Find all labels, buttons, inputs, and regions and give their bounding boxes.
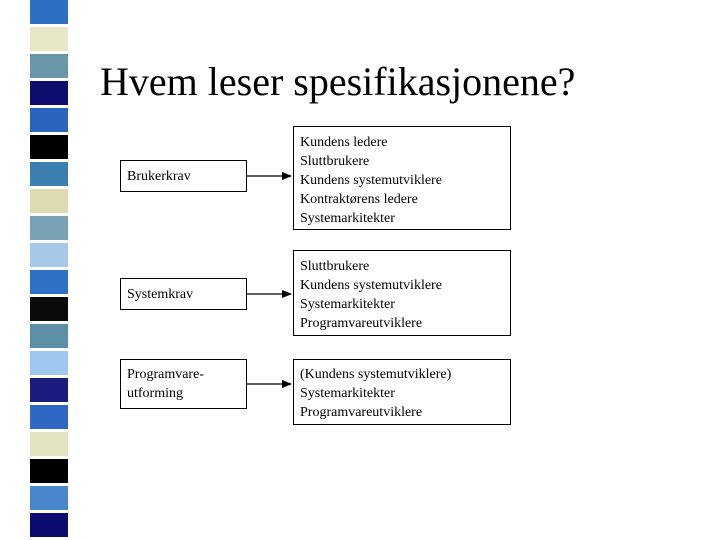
readers-box-brukerkrav [293, 126, 511, 230]
stripe-block [30, 432, 68, 456]
stripe-block [30, 216, 68, 240]
stripe-block [30, 54, 68, 78]
stripe-block [30, 459, 68, 483]
stripe-block [30, 27, 68, 51]
reader-item: Kundens systemutviklere [300, 173, 442, 188]
reader-item: Kundens ledere [300, 135, 388, 150]
reader-item: (Kundens systemutviklere) [300, 367, 452, 382]
reader-item: Kundens systemutviklere [300, 278, 442, 293]
category-box-systemkrav [120, 278, 247, 310]
category-label: Programvare- [127, 367, 204, 382]
category-box-brukerkrav [120, 160, 247, 192]
reader-item: Systemarkitekter [300, 297, 395, 312]
stripe-block [30, 270, 68, 294]
stripe-block [30, 486, 68, 510]
reader-item: Programvareutviklere [300, 316, 423, 331]
reader-item: Systemarkitekter [300, 211, 395, 226]
slide-title: Hvem leser spesifikasjonene? [100, 59, 576, 104]
stripe-block [30, 0, 68, 24]
stripe-block [30, 81, 68, 105]
stripe-block [30, 513, 68, 537]
reader-item: Sluttbrukere [300, 259, 370, 274]
reader-item: Kontraktørens ledere [300, 192, 418, 207]
readers-box-programvareutforming [293, 359, 511, 425]
stripe-block [30, 378, 68, 402]
category-label: utforming [127, 386, 183, 401]
stripe-block [30, 243, 68, 267]
stripe-block [30, 324, 68, 348]
stripe-block [30, 351, 68, 375]
reader-item: Sluttbrukere [300, 154, 370, 169]
category-label: Brukerkrav [127, 169, 191, 184]
stripe-block [30, 189, 68, 213]
reader-item: Systemarkitekter [300, 386, 395, 401]
readers-box-systemkrav [293, 250, 511, 336]
category-box-programvareutforming [120, 359, 247, 409]
category-label: Systemkrav [127, 287, 194, 302]
stripe-block [30, 162, 68, 186]
decorative-stripe [30, 0, 68, 540]
stripe-block [30, 297, 68, 321]
stripe-block [30, 108, 68, 132]
stripe-block [30, 405, 68, 429]
reader-item: Programvareutviklere [300, 405, 423, 420]
stripe-block [30, 135, 68, 159]
